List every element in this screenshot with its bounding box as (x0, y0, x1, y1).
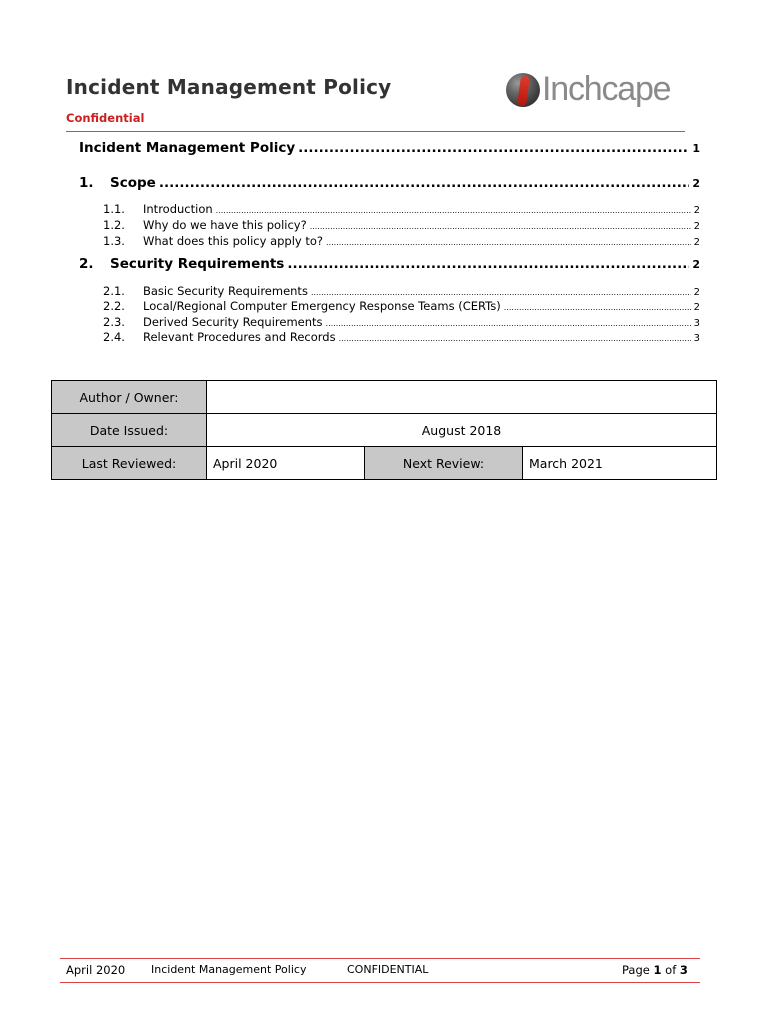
date-issued-label: Date Issued: (52, 414, 207, 447)
company-logo (506, 70, 686, 112)
toc-page-number: 2 (693, 237, 700, 248)
toc-entry-label: Derived Security Requirements (143, 315, 323, 329)
toc-leader-dots (504, 303, 691, 312)
toc-entry-label: Introduction (143, 202, 213, 216)
footer-page-of: of (665, 963, 677, 977)
toc-page-number: 3 (693, 318, 700, 329)
footer-page-prefix: Page (622, 963, 650, 977)
header-divider (66, 131, 685, 132)
date-issued-value: August 2018 (207, 414, 717, 447)
footer-page-current: 1 (653, 963, 662, 977)
table-row (52, 381, 717, 414)
toc-page-number: 2 (693, 205, 700, 216)
document-info-table (51, 380, 717, 480)
toc-entry-section[interactable] (79, 256, 700, 272)
toc-page-number: 2 (692, 258, 700, 271)
toc-leader-dots (216, 206, 691, 215)
logo-sphere-icon (506, 73, 540, 107)
last-reviewed-value: April 2020 (207, 447, 365, 480)
toc-entry-label: Why do we have this policy? (143, 218, 307, 232)
toc-entry-label: Security Requirements (110, 256, 285, 272)
toc-leader-dots (311, 288, 691, 297)
toc-leader-dots (159, 175, 690, 191)
footer-classification: CONFIDENTIAL (347, 963, 429, 976)
toc-section-number: 1. (79, 175, 94, 191)
toc-subsection-number: 2.1. (103, 284, 125, 298)
toc-entry-label: Basic Security Requirements (143, 284, 308, 298)
toc-entry-subsection[interactable] (103, 202, 700, 216)
toc-subsection-number: 1.3. (103, 234, 125, 248)
next-review-value: March 2021 (523, 447, 717, 480)
footer-title: Incident Management Policy (151, 963, 307, 976)
footer-date: April 2020 (66, 963, 126, 977)
author-label: Author / Owner: (52, 381, 207, 414)
toc-entry-subsection[interactable] (103, 330, 700, 344)
toc-page-number: 1 (692, 142, 700, 155)
next-review-label: Next Review: (365, 447, 523, 480)
toc-page-number: 2 (692, 177, 700, 190)
footer-divider-top (60, 958, 700, 959)
last-reviewed-label: Last Reviewed: (52, 447, 207, 480)
toc-entry-label: Incident Management Policy (79, 140, 296, 156)
toc-entry-label: Relevant Procedures and Records (143, 330, 336, 344)
toc-leader-dots (326, 319, 691, 328)
toc-section-number: 2. (79, 256, 94, 272)
toc-subsection-number: 2.4. (103, 330, 125, 344)
document-title: Incident Management Policy (66, 75, 392, 99)
table-row (52, 414, 717, 447)
toc-leader-dots (326, 238, 691, 247)
toc-leader-dots (339, 334, 691, 343)
toc-entry-label: Local/Regional Computer Emergency Response Teams (CERTs) (143, 299, 501, 313)
table-row (52, 447, 717, 480)
toc-leader-dots (298, 140, 689, 156)
toc-subsection-number: 1.1. (103, 202, 125, 216)
toc-entry-subsection[interactable] (103, 218, 700, 232)
toc-page-number: 2 (693, 221, 700, 232)
toc-page-number: 2 (693, 302, 700, 313)
toc-entry-subsection[interactable] (103, 234, 700, 248)
toc-entry-label: What does this policy apply to? (143, 234, 324, 248)
toc-subsection-number: 2.2. (103, 299, 125, 313)
toc-subsection-number: 2.3. (103, 315, 125, 329)
author-value (207, 381, 717, 414)
footer-page-total: 3 (679, 963, 688, 977)
classification-label: Confidential (66, 111, 145, 125)
footer-page-indicator (622, 963, 688, 977)
toc-entry-main[interactable] (79, 140, 700, 156)
toc-page-number: 3 (693, 333, 700, 344)
logo-text: Inchcape (542, 70, 671, 108)
toc-entry-label: Scope (110, 175, 156, 191)
footer-divider-bottom (60, 982, 700, 983)
toc-leader-dots (310, 222, 691, 231)
toc-page-number: 2 (693, 287, 700, 298)
toc-leader-dots (287, 256, 689, 272)
toc-entry-section[interactable] (79, 175, 700, 191)
toc-entry-subsection[interactable] (103, 299, 700, 313)
toc-subsection-number: 1.2. (103, 218, 125, 232)
toc-entry-subsection[interactable] (103, 284, 700, 298)
toc-entry-subsection[interactable] (103, 315, 700, 329)
